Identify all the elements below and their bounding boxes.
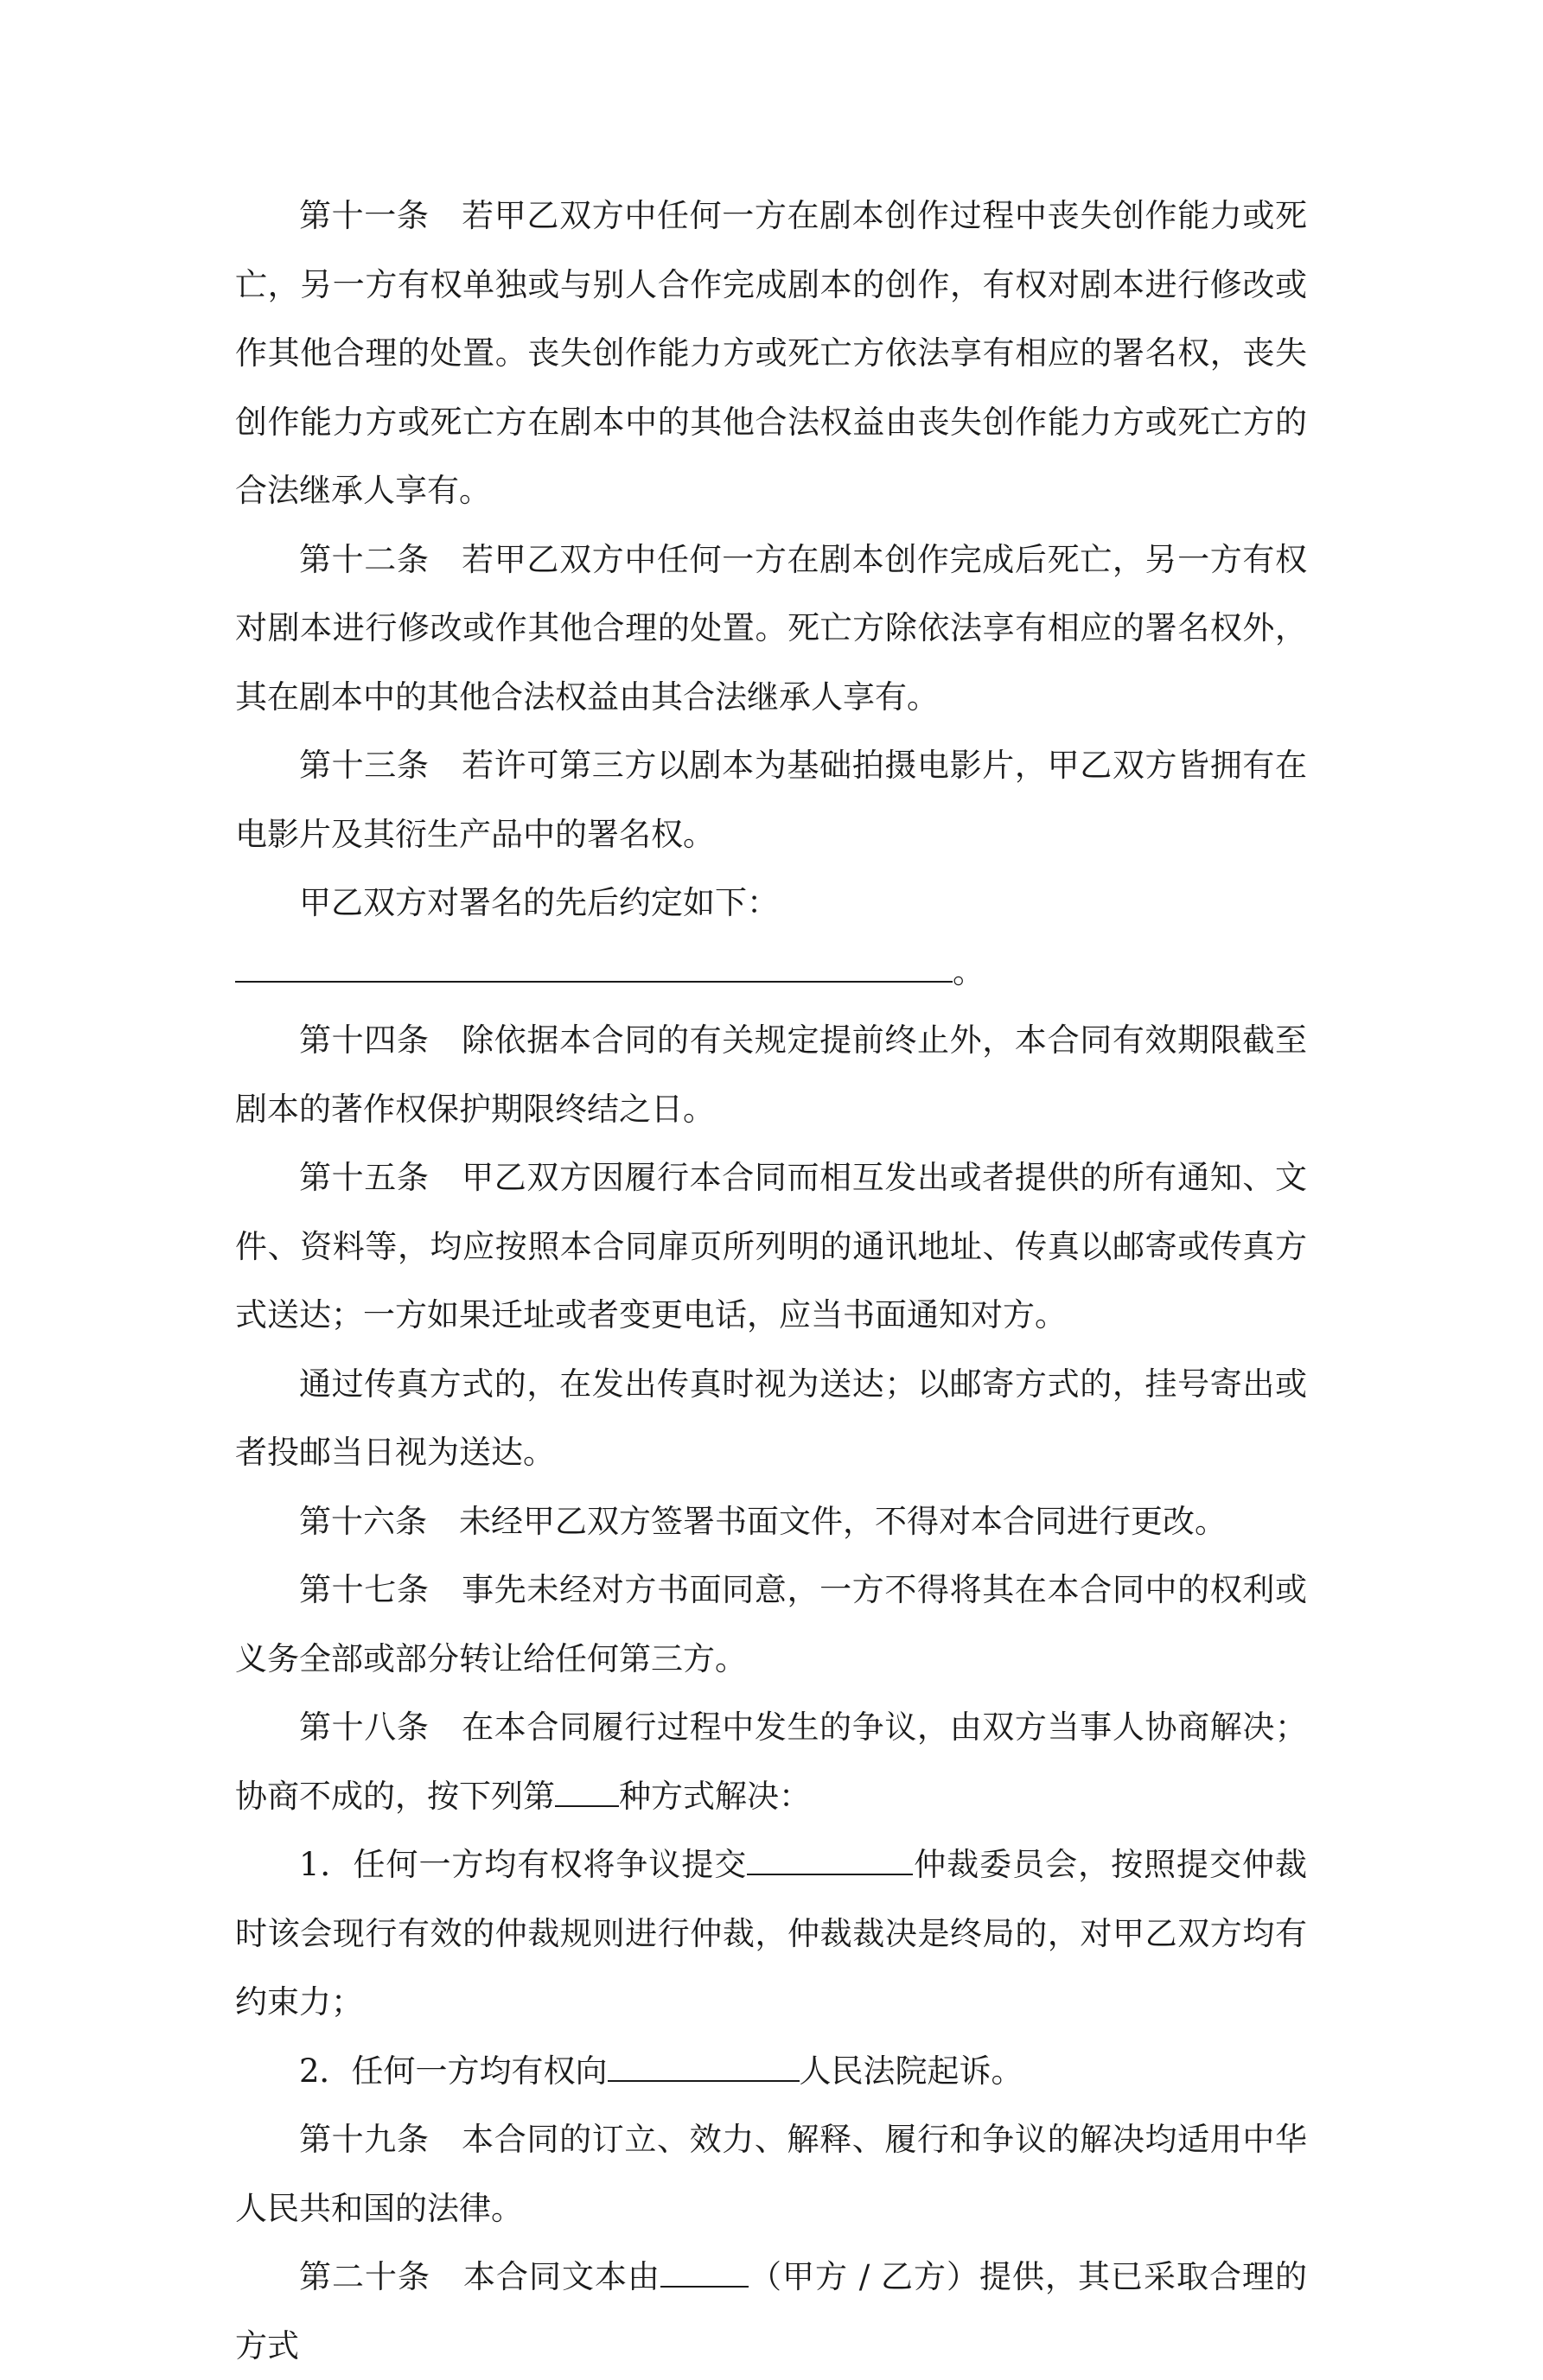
article-11: 第十一条 若甲乙双方中任何一方在剧本创作过程中丧失创作能力或死亡，另一方有权单独或与别人合作完成剧本的创作，有权对剧本进行修改或作其他合理的处置。丧失创作能力方或死亡方依法享有相应的署名权，丧失创作能力方或死亡方在剧本中的其他合法权益由丧失创作能力方或死亡方的合法继承人享有。 [235, 197, 1307, 509]
article-18-text-b: 种方式解决： [619, 1777, 811, 1815]
signing-order-end-mark: 。 [953, 952, 985, 990]
option-1-text-b: 仲裁委员会，按照提交仲裁时该会现行有效的仲裁规则进行仲裁，仲裁裁决是终局的，对甲乙双方均有约束力； [235, 1846, 1307, 2020]
article-18-text-a: 第十八条 在本合同履行过程中发生的争议，由双方当事人协商解决；协商不成的，按下列第 [235, 1709, 1307, 1815]
dispute-option-2 [235, 2037, 1307, 2106]
signing-order-blank-line [235, 938, 1307, 1007]
court-blank[interactable] [608, 2046, 800, 2082]
option-2-text-a: 2．任何一方均有权向 [299, 2052, 608, 2090]
document-body [235, 181, 1307, 2380]
option-2-text-b: 人民法院起诉。 [799, 2052, 1023, 2090]
dispute-method-blank[interactable] [555, 1772, 619, 1807]
dispute-option-1 [235, 1830, 1307, 2037]
delivery-clause: 通过传真方式的，在发出传真时视为送达；以邮寄方式的，挂号寄出或者投邮当日视为送达。 [235, 1365, 1307, 1471]
article-20-text-a: 第二十条 本合同文本由 [299, 2258, 660, 2295]
article-20-text-b: （甲方 / 乙方）提供，其已采取合理的方式 [235, 2258, 1307, 2364]
text-provider-blank[interactable] [660, 2252, 749, 2288]
article-18 [235, 1693, 1307, 1830]
article-16: 第十六条 未经甲乙双方签署书面文件，不得对本合同进行更改。 [299, 1502, 1227, 1540]
article-20 [235, 2243, 1307, 2380]
article-19: 第十九条 本合同的订立、效力、解释、履行和争议的解决均适用中华人民共和国的法律。 [235, 2121, 1307, 2227]
article-15: 第十五条 甲乙双方因履行本合同而相互发出或者提供的所有通知、文件、资料等，均应按照本合同扉页所列明的通讯地址、传真以邮寄或传真方式送达；一方如果迁址或者变更电话，应当书面通知对方。 [235, 1159, 1307, 1333]
article-17: 第十七条 事先未经对方书面同意，一方不得将其在本合同中的权利或义务全部或部分转让给任何第三方。 [235, 1571, 1307, 1677]
article-14: 第十四条 除依据本合同的有关规定提前终止外，本合同有效期限截至剧本的著作权保护期限终结之日。 [235, 1021, 1307, 1128]
article-13: 第十三条 若许可第三方以剧本为基础拍摄电影片，甲乙双方皆拥有在电影片及其衍生产品中的署名权。 [235, 747, 1307, 853]
signing-order-intro: 甲乙双方对署名的先后约定如下： [299, 884, 779, 921]
arbitration-commission-blank[interactable] [747, 1840, 913, 1875]
option-1-text-a: 1．任何一方均有权将争议提交 [299, 1846, 748, 1883]
article-12: 第十二条 若甲乙双方中任何一方在剧本创作完成后死亡，另一方有权对剧本进行修改或作其他合理的处置。死亡方除依法享有相应的署名权外，其在剧本中的其他合法权益由其合法继承人享有。 [235, 540, 1307, 716]
signing-order-blank[interactable] [235, 947, 953, 983]
